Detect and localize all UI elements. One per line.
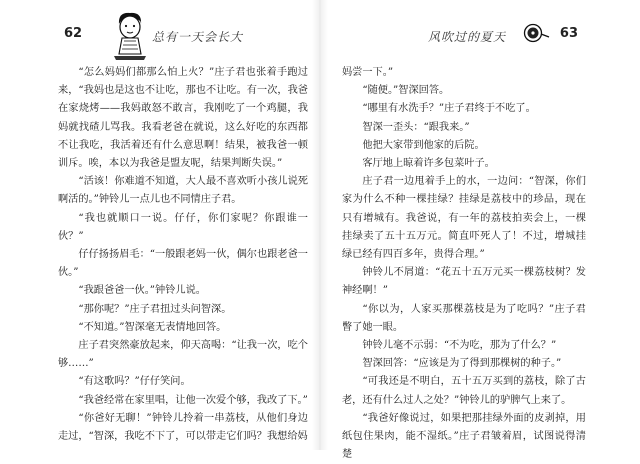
paragraph: “不知道。”智深毫无表情地回答。 <box>78 321 227 333</box>
paragraph: “我爸好像说过，如果把那挂绿外面的皮剥掉，用纸包住果肉，能不湿纸。”庄子君皱着眉，试图说得清楚 <box>342 412 586 461</box>
paragraph: 妈尝一下。” <box>342 67 394 78</box>
running-title: 总有一天会长大 <box>152 30 244 44</box>
paragraph: 智深回答：“应该是为了得到那棵树的种子。” <box>362 358 562 370</box>
paragraph: 他把大家带到他家的后院。 <box>362 139 485 151</box>
paragraph: 客厅地上晾着许多包菜叶子。 <box>362 158 495 170</box>
paragraph: “随便。”智深回答。 <box>362 85 450 97</box>
left-body-text <box>58 64 308 446</box>
paragraph: “我爸经常在家里唱，让他一次爱个够，我改了下。” <box>78 394 308 406</box>
paragraph: “有这歌吗？”仔仔笑问。 <box>78 376 191 388</box>
paragraph: 庄子君突然豪放起来，仰天高喝：“让我一次，吃个够……” <box>58 340 308 370</box>
paragraph: “怎么妈妈们都那么怕上火？”庄子君也张着手跑过来，“我妈也是这也不让吃，那也不让吃。有一次，我爸在家烧烤——我妈敢怒不敢言，我刚吃了一个鸡腿，我妈就找碴儿骂我。我看老爸在就说，这么好吃的东西都不让我吃，我活着还有什么意思啊！结果，被我爸一顿训斥。唉，本以为我爸是盟友呢，结果判断失误。” <box>58 67 308 170</box>
paragraph: “那你呢？”庄子君扭过头问智深。 <box>78 303 232 315</box>
fan-illustration <box>522 22 550 48</box>
page-number: 62 <box>64 26 83 41</box>
paragraph: 钟铃儿不屑道：“花五十五万元买一棵荔枝树？发神经啊！” <box>342 267 586 297</box>
right-page-header <box>338 22 582 48</box>
paragraph: 钟铃儿毫不示弱：“不为吃，那为了什么？” <box>362 340 557 352</box>
paragraph: 庄子君一边甩着手上的水，一边问：“智深，你们家为什么不种一棵挂绿？挂绿是荔枝中的珍品，现在只有增城有。我爸说，有一年的荔枝拍卖会上，一棵挂绿卖了五十五万元。简直吓死人了！不过，增城挂绿已经有四百多年，贵得合理。” <box>342 176 586 261</box>
paragraph: 智深一歪头：“跟我来。” <box>362 121 470 133</box>
paragraph: “你以为，人家买那棵荔枝是为了吃吗？”庄子君瞥了她一眼。 <box>342 303 586 333</box>
boy-illustration <box>110 10 150 66</box>
paragraph: 仔仔扬扬眉毛：“一般跟老妈一伙，偶尔也跟老爸一伙。” <box>58 249 308 279</box>
right-body-text <box>342 64 586 464</box>
paragraph: “我也就顺口一说。仔仔，你们家呢？你跟谁一伙？” <box>58 212 308 242</box>
right-page <box>320 0 640 461</box>
paragraph: “你爸好无聊！”钟铃儿拎着一串荔枝，从他们身边走过，“智深，我吃不下了，可以带走它们吗？我想给妈 <box>58 412 308 443</box>
paragraph: “活该！你难道不知道，大人最不喜欢听小孩儿说死啊活的。”钟铃儿一点儿也不同情庄子君。 <box>58 176 308 206</box>
left-page-header <box>58 22 302 48</box>
page-number: 63 <box>559 26 578 41</box>
running-title: 风吹过的夏天 <box>428 30 507 44</box>
left-page <box>0 0 320 450</box>
paragraph: “哪里有水洗手？”庄子君终于不吃了。 <box>362 103 536 115</box>
paragraph: “我跟爸爸一伙。”钟铃儿说。 <box>78 285 206 297</box>
paragraph: “可我还是不明白，五十五万买到的荔枝，除了古老，还有什么过人之处？”钟铃儿的驴脾气上来了。 <box>342 376 586 406</box>
